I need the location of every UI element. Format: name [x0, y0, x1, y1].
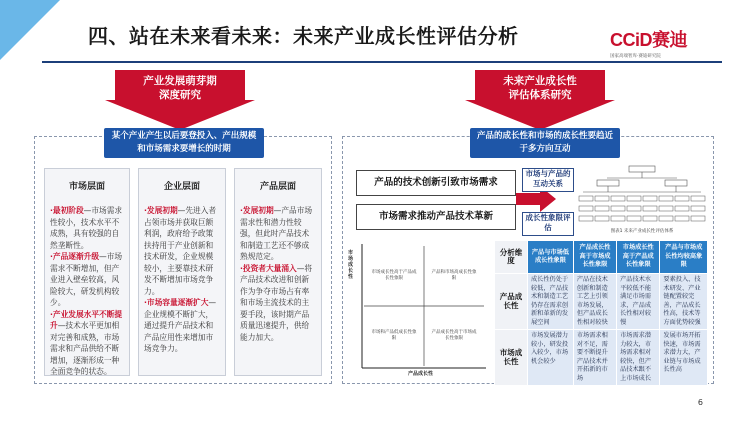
column-head: 市场层面 [68, 182, 105, 192]
table-cell: 成长性仍处于较低，产品技术和制造工艺仍存在需求创新和革新的发展空间 [528, 274, 574, 330]
table-header-cell: 产品与市场成长性均较高象限 [660, 241, 708, 274]
column-text [235, 202, 321, 346]
column-enterprise [138, 168, 226, 376]
table-cell: 市场需求相对不足，需要不断提升产品技术并开拓新的市场 [573, 330, 616, 386]
logo-mark: CCiD赛迪 [610, 30, 687, 50]
interaction-label-2: 市场需求推动产品技术革新 [356, 204, 516, 230]
table-row-label: 产品成长性 [495, 274, 528, 330]
table-cell: 市场需求潜力较大，市场需求相对较快，但产品技术跟不上市场成长 [617, 330, 660, 386]
title-divider [42, 61, 722, 63]
table-header-row [495, 241, 708, 274]
left-banner: 某个产业产生以后要登投入、产出规模和市场需求要增长的时期 [104, 128, 264, 158]
page-number: 6 [697, 398, 703, 407]
para: ·产品逐渐升级—市场需求不断增加，但产业进入壁垒较高，风险较大，研发机构较少。 [50, 252, 123, 307]
quadrant-axes [348, 240, 488, 380]
right-arrow-title: 未来产业成长性 评估体系研究 [503, 75, 577, 101]
table-header-cell: 分析维度 [495, 241, 528, 274]
quadrant-q4: 产品成长性高于市场成长性象限 [431, 330, 477, 341]
para: ·投资者大量涌入—将产品技术改进和创新作为争夺市场占有率和市场主流技术的主要手段，该时期产品质量迅速提升，供给能力加大。 [240, 263, 313, 342]
table-row-label: 市场成长性 [495, 330, 528, 386]
table-cell: 市场发展潜力较小，研发投入较少，市场机会较少 [528, 330, 574, 386]
table-cell: 要素投入、技术研发、产业链配置较完善，产品成长性高，技术等方面优势较强 [660, 274, 708, 330]
quadrant-chart [348, 240, 488, 380]
interaction-label-1: 产品的技术创新引致市场需求 [356, 170, 516, 196]
table-cell: 发展市场开拓快速，市场需求潜力大，产业链与市场成长性高 [660, 330, 708, 386]
para: ·发展初期—产品市场需求性和潜力性较强，但此时产品技术和制造工艺还不够成熟规范定。 [240, 206, 313, 261]
table-cell: 产品在技术创新和制造工艺上引领市场发展，但产品成长性相对较快 [573, 274, 616, 330]
logo [610, 26, 720, 59]
tag-interaction: 市场与产品的互动关系 [522, 168, 574, 192]
quadrant-q1: 市场成长性高于产品成长性象限 [371, 270, 417, 281]
para: ·产业发展水平不断提升—技术水平更加相对完善和成熟，市场需求和产品供给不断增加，逐渐形成一种全面竞争的状态。 [50, 309, 123, 376]
para: ·最初阶段—市场需求性较小，技术水平不成熟，具有较强的自然垄断性。 [50, 206, 123, 250]
analysis-table [494, 240, 708, 386]
corner-decoration [0, 0, 60, 60]
table-cell: 产品技术水平较低不能满足市场需求，产品成长性相对较慢 [617, 274, 660, 330]
quadrant-q2: 产品和市场高成长性象限 [431, 270, 477, 281]
quadrant-ylabel: 市场成长性 [348, 250, 354, 280]
para: ·市场容量逐渐扩大—企业规模不断扩大，通过提升产品技术和产品应用性来增加市场竞争力。 [144, 298, 217, 353]
table-row [495, 274, 708, 330]
quadrant-xlabel: 产品成长性 [408, 371, 434, 377]
column-head: 产品层面 [259, 182, 296, 192]
tag-quadrant: 成长性象限评估 [522, 212, 574, 236]
para: ·发展初期—先进入者占领市场并获取巨额利润，政府给予政策扶持用于产业创新和技术研发，企业规模较小，主要靠技术研发不断增加市场竞争力。 [144, 206, 217, 296]
column-market [44, 168, 130, 376]
quadrant-q3: 市场和产品低成长性象限 [371, 330, 417, 341]
column-text [45, 202, 129, 381]
table-row [495, 330, 708, 386]
page-title: 四、站在未来看未来：未来产业成长性评估分析 [88, 24, 519, 48]
right-banner: 产品的成长性和市场的成长性要趋近于多方向互动 [470, 128, 620, 158]
table-header-cell: 产品与市场低成长性象限 [528, 241, 574, 274]
column-head: 企业层面 [163, 182, 200, 192]
column-product [234, 168, 322, 376]
figure-caption: 图表1 未来产业成长性评估体系 [610, 229, 674, 234]
table-header-cell: 市场成长性高于产品成长性象限 [617, 241, 660, 274]
column-text [139, 202, 225, 358]
left-arrow-title: 产业发展萌芽期 深度研究 [143, 75, 217, 101]
logo-tagline: 国家高端智库·赛迪研究院 [610, 54, 661, 59]
table-header-cell: 产品成长性高于市场成长性象限 [573, 241, 616, 274]
evaluation-hierarchy-figure [577, 162, 707, 234]
